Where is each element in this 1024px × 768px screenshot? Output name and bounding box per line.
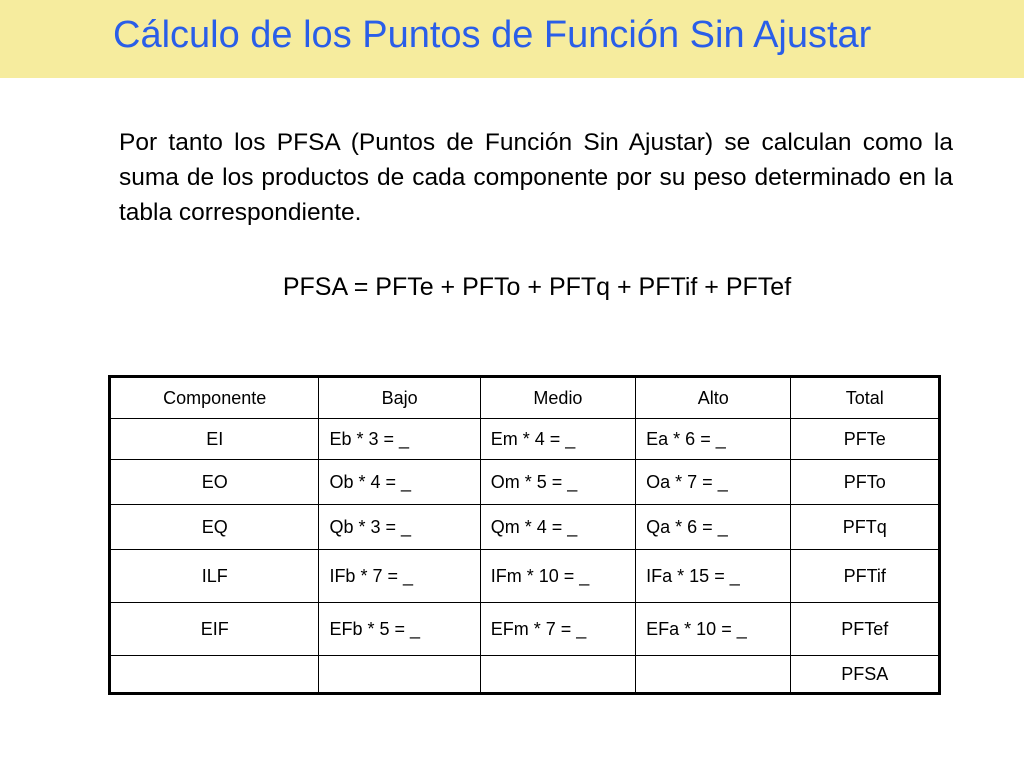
cell-medio: Qm * 4 = _ (480, 505, 635, 550)
pfsa-formula: PFSA = PFTe + PFTo + PFTq + PFTif + PFTef (282, 273, 792, 301)
cell-alto: Oa * 7 = _ (636, 460, 791, 505)
table-row (110, 550, 940, 603)
cell-alto: IFa * 15 = _ (636, 550, 791, 603)
table-row (110, 460, 940, 505)
cell-bajo: Ob * 4 = _ (319, 460, 480, 505)
cell-componente: ILF (110, 550, 319, 603)
cell-bajo: EFb * 5 = _ (319, 603, 480, 656)
cell-total: PFTif (791, 550, 940, 603)
table-header-row (110, 377, 940, 419)
cell-alto: Qa * 6 = _ (636, 505, 791, 550)
slide-title: Cálculo de los Puntos de Función Sin Ajustar (113, 14, 872, 56)
table-row (110, 419, 940, 460)
header-medio: Medio (480, 377, 635, 419)
cell-bajo: IFb * 7 = _ (319, 550, 480, 603)
cell-medio: EFm * 7 = _ (480, 603, 635, 656)
cell-total: PFTo (791, 460, 940, 505)
header-bajo: Bajo (319, 377, 480, 419)
cell-componente: EQ (110, 505, 319, 550)
cell-medio (480, 656, 635, 694)
cell-alto (636, 656, 791, 694)
cell-bajo: Qb * 3 = _ (319, 505, 480, 550)
cell-bajo: Eb * 3 = _ (319, 419, 480, 460)
cell-componente: EIF (110, 603, 319, 656)
cell-total: PFTe (791, 419, 940, 460)
cell-medio: Om * 5 = _ (480, 460, 635, 505)
header-alto: Alto (636, 377, 791, 419)
header-componente: Componente (110, 377, 319, 419)
table-row (110, 656, 940, 694)
cell-medio: Em * 4 = _ (480, 419, 635, 460)
table-row (110, 603, 940, 656)
cell-total: PFSA (791, 656, 940, 694)
cell-componente: EO (110, 460, 319, 505)
cell-componente: EI (110, 419, 319, 460)
cell-total: PFTq (791, 505, 940, 550)
function-points-table (108, 375, 941, 695)
cell-alto: EFa * 10 = _ (636, 603, 791, 656)
cell-total: PFTef (791, 603, 940, 656)
header-total: Total (791, 377, 940, 419)
table-row (110, 505, 940, 550)
cell-medio: IFm * 10 = _ (480, 550, 635, 603)
cell-alto: Ea * 6 = _ (636, 419, 791, 460)
cell-bajo (319, 656, 480, 694)
cell-componente (110, 656, 319, 694)
description-paragraph: Por tanto los PFSA (Puntos de Función Sin Ajustar) se calculan como la suma de los productos de cada componente por su peso determinado en la tabla correspondiente. (119, 129, 953, 226)
